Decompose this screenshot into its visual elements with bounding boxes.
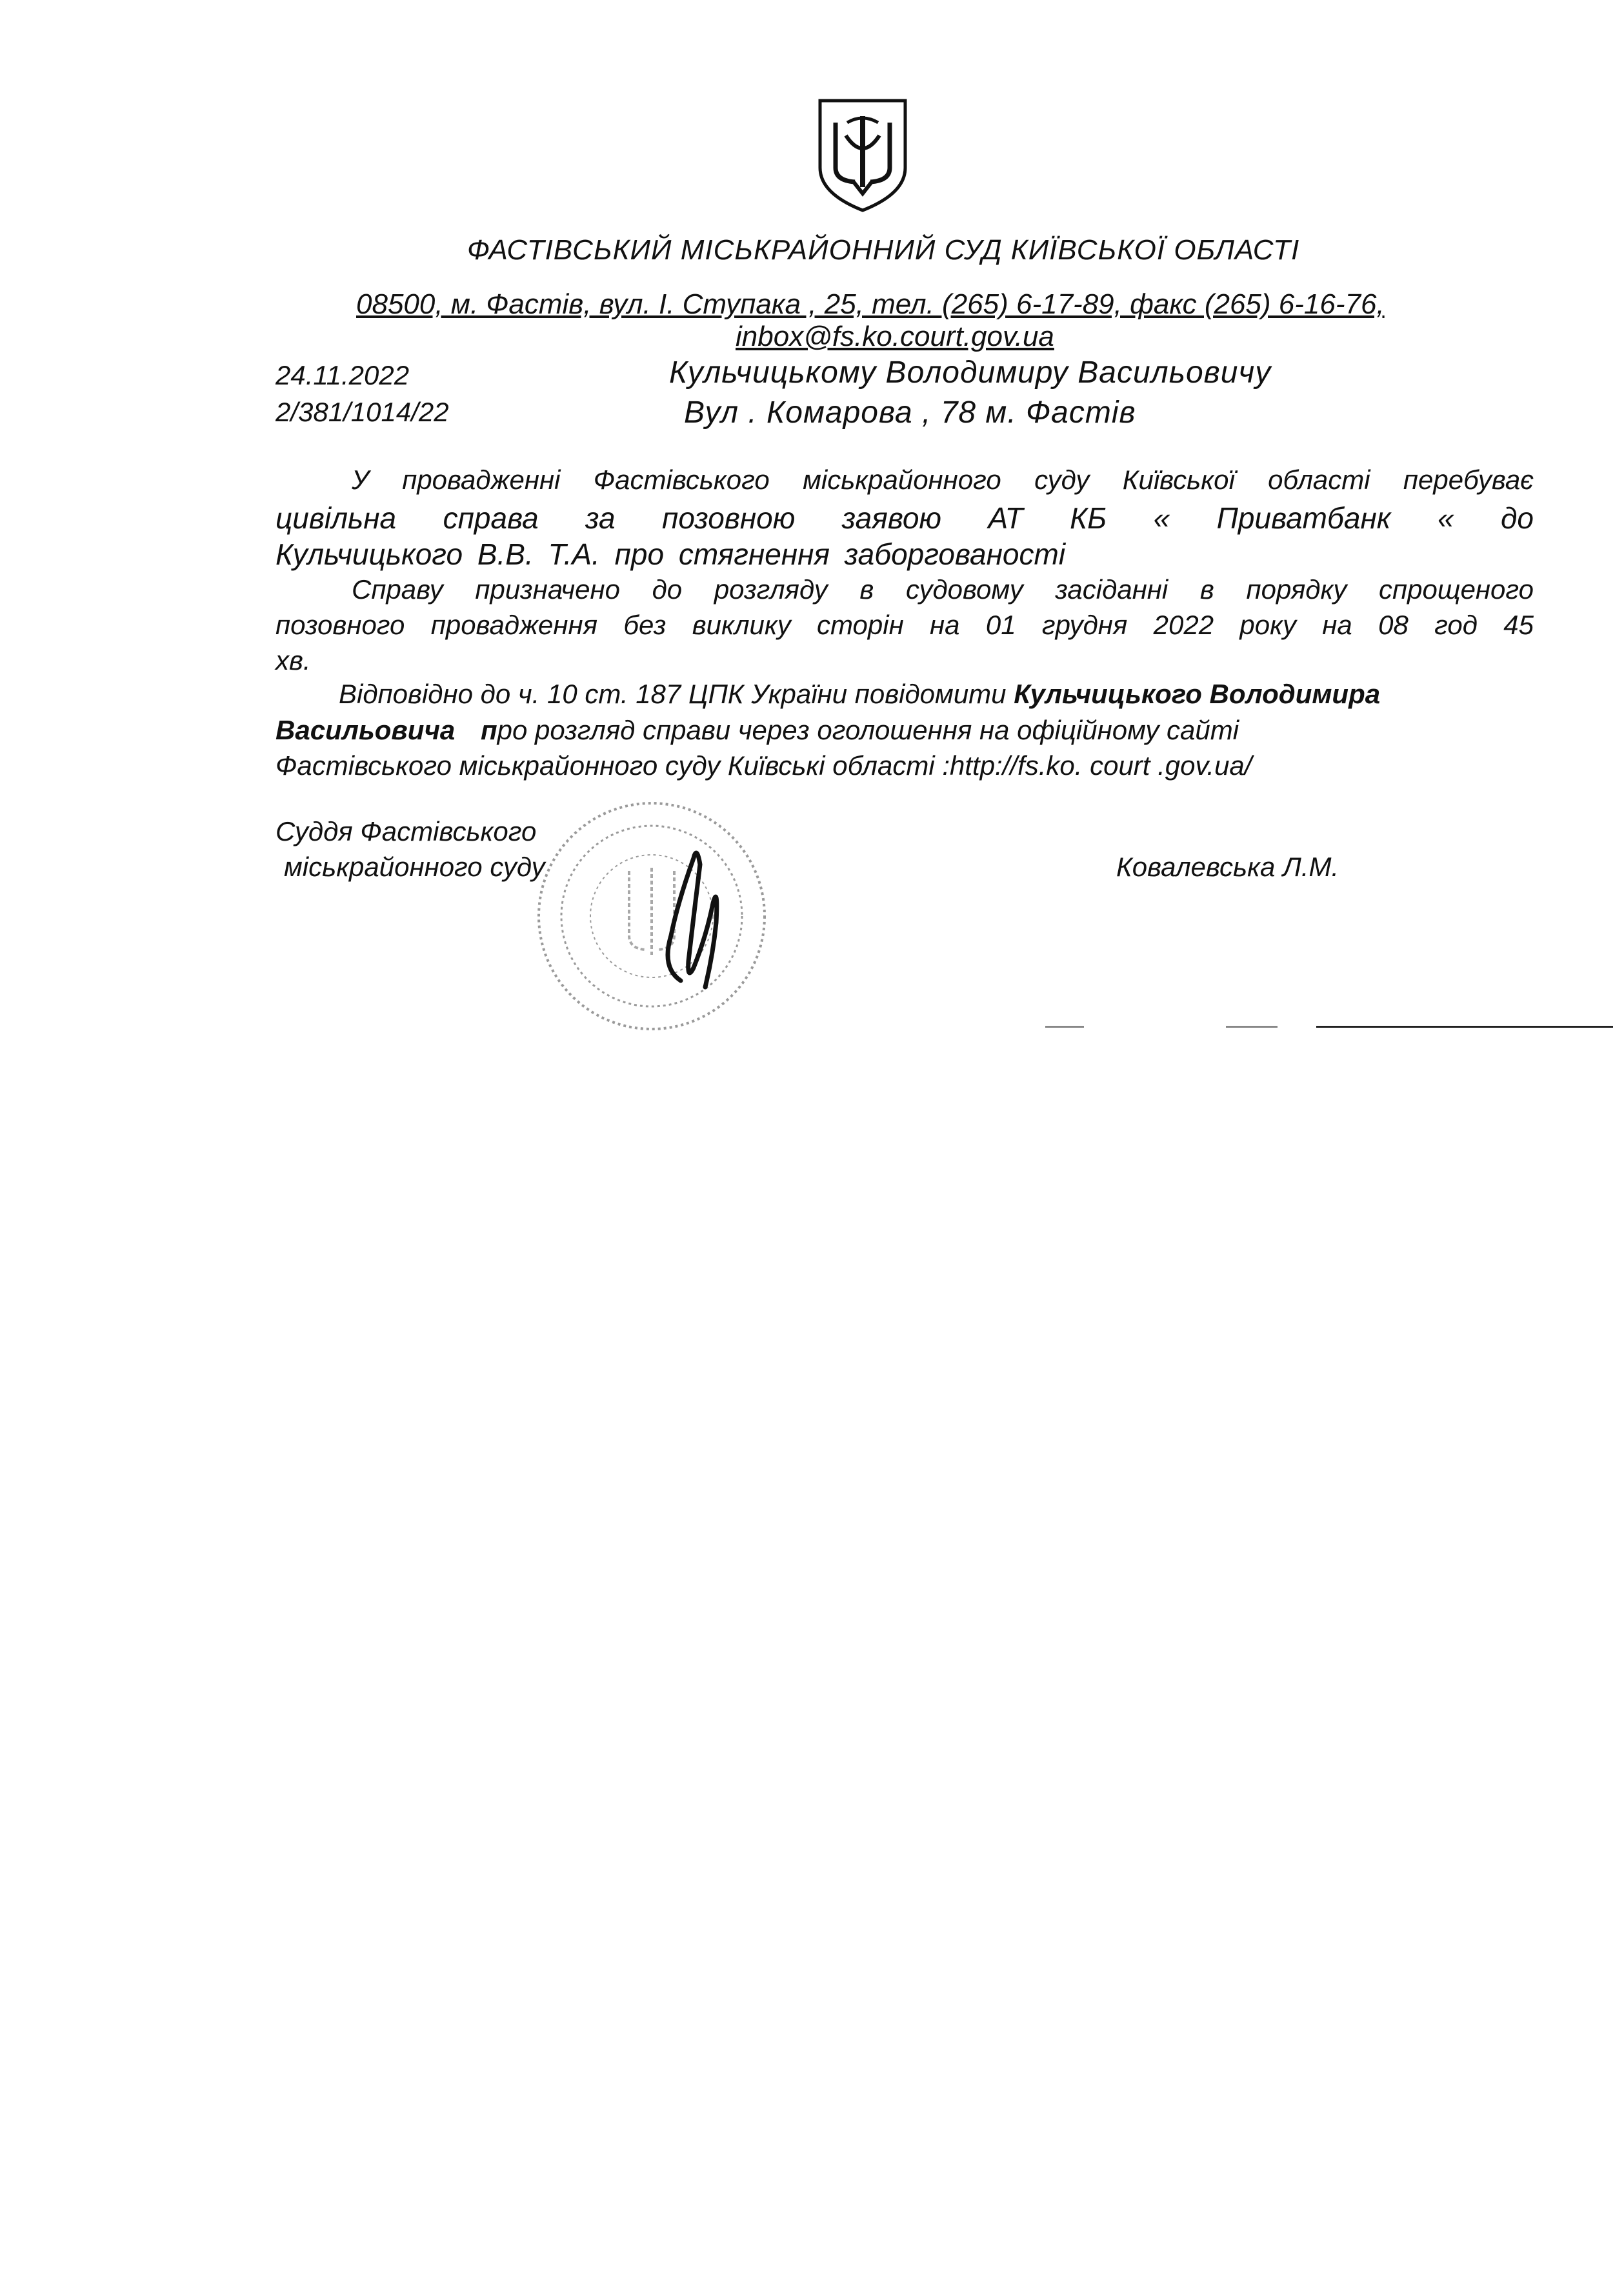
body-p3-line2 xyxy=(276,715,1239,746)
body-p1-line1: У провадженні Фастівського міськрайонного суду Київської області перебуває xyxy=(352,465,1534,495)
bold-letter: п xyxy=(480,715,497,745)
trident-coat-of-arms-icon xyxy=(816,97,909,213)
divider xyxy=(1226,1026,1278,1028)
recipient-name: Кульчицькому Володимиру Васильовичу xyxy=(669,355,1272,390)
court-email: inbox@fs.ko.court.gov.ua xyxy=(736,321,1054,352)
signature-title-line2: міськрайонного суду xyxy=(284,852,545,882)
body-p1-line3: Кульчицького В.В. Т.А. про стягнення заборгованості xyxy=(276,537,1066,571)
letter-date: 24.11.2022 xyxy=(276,360,410,390)
body-p3-line1-text: Відповідно до ч. 10 ст. 187 ЦПК України повідомити xyxy=(339,679,1007,709)
body-p3-line1 xyxy=(339,679,1380,710)
body-p1-line2: цивільна справа за позовною заявою АТ КБ « Приватбанк « до xyxy=(276,501,1534,535)
judge-name: Ковалевська Л.М. xyxy=(1116,852,1339,882)
recipient-address: Вул . Комарова , 78 м. Фастів xyxy=(684,395,1136,430)
body-p2-line1: Справу призначено до розгляду в судовому засіданні в порядку спрощеного xyxy=(352,574,1534,605)
defendant-name-bold: Кульчицького Володимира xyxy=(1014,679,1381,709)
body-p2-line2: позовного провадження без виклику сторін на 01 грудня 2022 року на 08 год 45 xyxy=(276,610,1534,640)
body-p3-line2-text: ро розгляд справи через оголошення на офіційному сайті xyxy=(497,715,1239,745)
divider xyxy=(1316,1026,1613,1028)
case-number: 2/381/1014/22 xyxy=(276,397,449,427)
defendant-patronymic-bold: Васильовича xyxy=(276,715,456,745)
court-address: 08500, м. Фастів, вул. І. Ступака , 25, тел. (265) 6-17-89, факс (265) 6-16-76, xyxy=(356,288,1385,320)
signature-title-line1: Суддя Фастівського xyxy=(276,816,537,846)
body-p2-line3: хв. xyxy=(276,645,311,675)
divider xyxy=(1045,1026,1084,1028)
court-seal-stamp xyxy=(500,774,836,1039)
body-p3-line3: Фастівського міськрайонного суду Київські області :http://fs.ko. court .gov.ua/ xyxy=(276,750,1252,781)
court-name: ФАСТІВСЬКИЙ МІСЬКРАЙОННИЙ СУД КИЇВСЬКОЇ ОБЛАСТІ xyxy=(467,234,1300,266)
